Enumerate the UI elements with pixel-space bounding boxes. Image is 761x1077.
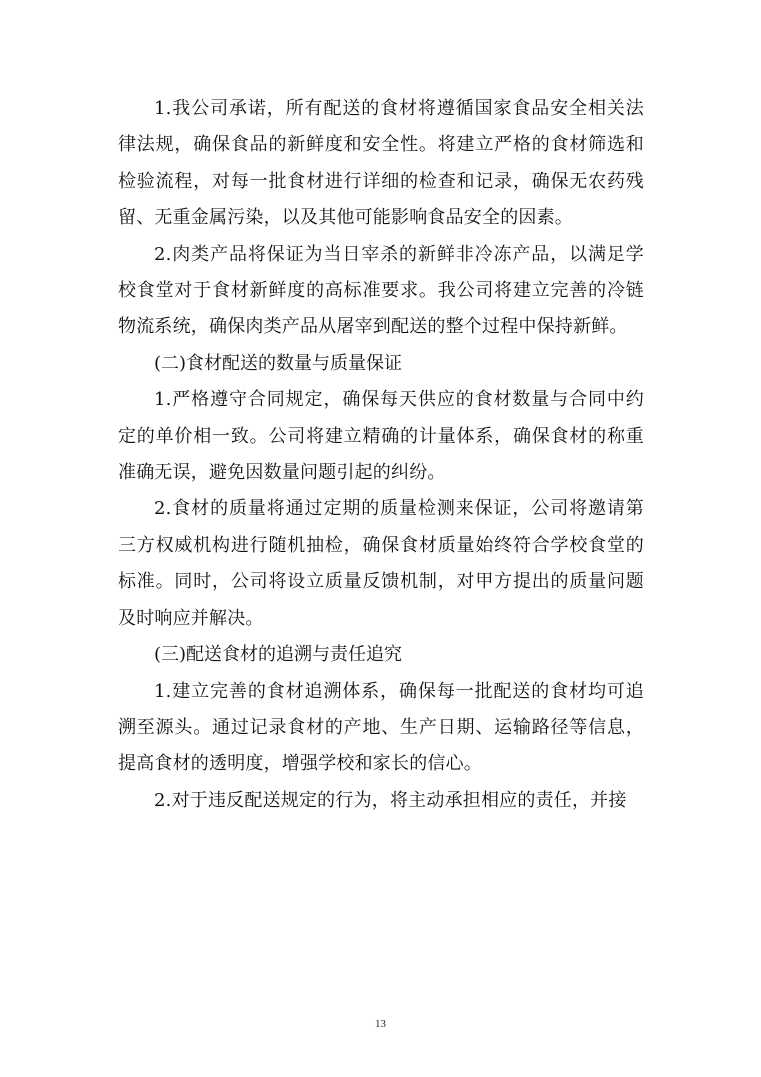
section-heading-3: (三)配送食材的追溯与责任追究 bbox=[154, 644, 403, 666]
paragraph-2: 2.肉类产品将保证为当日宰杀的新鲜非冷冻产品，以满足学校食堂对于食材新鲜度的高标准要求。我公司将建立完善的冷链物流系统，确保肉类产品从屠宰到配送的整个过程中保持新鲜。 bbox=[118, 243, 644, 338]
paragraph-6: 2.对于违反配送规定的行为，将主动承担相应的责任，并接 bbox=[154, 789, 627, 811]
page-number: 13 bbox=[375, 1018, 386, 1030]
body-text bbox=[118, 91, 644, 819]
paragraph-5: 1.建立完善的食材追溯体系，确保每一批配送的食材均可追溯至源头。通过记录食材的产地、生产日期、运输路径等信息，提高食材的透明度，增强学校和家长的信心。 bbox=[118, 680, 644, 775]
paragraph-4: 2.食材的质量将通过定期的质量检测来保证，公司将邀请第三方权威机构进行随机抽检，确保食材质量始终符合学校食堂的标准。同时，公司将设立质量反馈机制，对甲方提出的质量问题及时响应并解决。 bbox=[118, 498, 644, 629]
section-heading-2: (二)食材配送的数量与质量保证 bbox=[154, 352, 403, 374]
paragraph-1: 1.我公司承诺，所有配送的食材将遵循国家食品安全相关法律法规，确保食品的新鲜度和安全性。将建立严格的食材筛选和检验流程，对每一批食材进行详细的检查和记录，确保无农药残留、无重金属污染，以及其他可能影响食品安全的因素。 bbox=[118, 98, 644, 229]
paragraph-3: 1.严格遵守合同规定，确保每天供应的食材数量与合同中约定的单价相一致。公司将建立精确的计量体系，确保食材的称重准确无误，避免因数量问题引起的纠纷。 bbox=[118, 389, 644, 484]
